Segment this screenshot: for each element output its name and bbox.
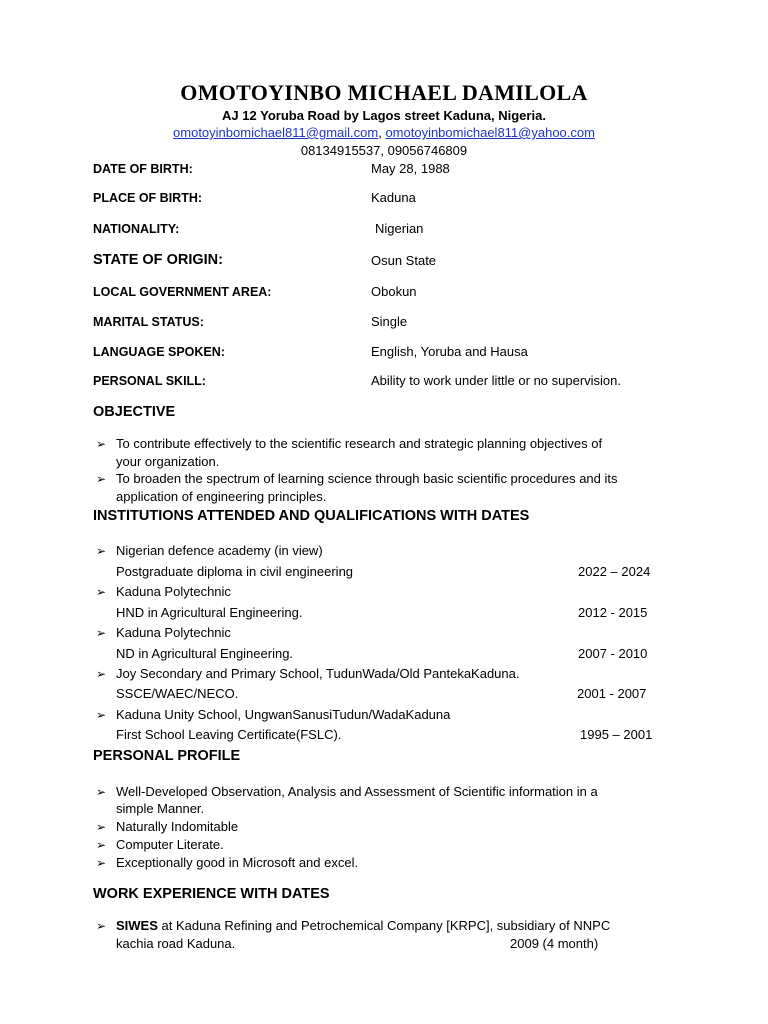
nationality-value: Nigerian: [375, 221, 424, 236]
dob-label: DATE OF BIRTH:: [93, 162, 193, 176]
candidate-name: OMOTOYINBO MICHAEL DAMILOLA: [180, 80, 588, 105]
email-separator: ,: [378, 125, 386, 140]
phone-numbers: 08134915537, 09056746809: [300, 143, 468, 158]
bullet-arrow-icon: ➢: [96, 472, 107, 486]
email-link-yahoo[interactable]: omotoyinbomichael811@yahoo.com: [385, 125, 595, 140]
work-item-1: [116, 918, 610, 934]
institution-dates: 2012 - 2015: [578, 605, 648, 620]
objective-item-2-cont: application of engineering principles.: [116, 489, 327, 504]
bullet-arrow-icon: ➢: [96, 856, 107, 870]
lga-label: LOCAL GOVERNMENT AREA:: [93, 285, 272, 299]
personal-skill-value: Ability to work under little or no supervision.: [371, 373, 622, 388]
work-experience-heading: WORK EXPERIENCE WITH DATES: [93, 886, 330, 902]
bullet-arrow-icon: ➢: [96, 785, 107, 799]
bullet-arrow-icon: ➢: [96, 708, 107, 722]
state-of-origin-value: Osun State: [371, 253, 437, 268]
bullet-arrow-icon: ➢: [96, 838, 107, 852]
institution-dates: 2022 – 2024: [578, 564, 651, 579]
pob-value: Kaduna: [371, 190, 416, 205]
bullet-arrow-icon: ➢: [96, 919, 107, 933]
institution-qualification: Postgraduate diploma in civil engineering: [116, 564, 354, 579]
bullet-arrow-icon: ➢: [96, 820, 107, 834]
institution-qualification: ND in Agricultural Engineering.: [116, 646, 294, 661]
profile-item-2: Naturally Indomitable: [116, 819, 239, 834]
objective-item-1-cont: your organization.: [116, 454, 220, 469]
institutions-heading: INSTITUTIONS ATTENDED AND QUALIFICATIONS WITH DATES: [93, 508, 530, 524]
work-item-1-dates: 2009 (4 month): [510, 936, 599, 951]
institution-dates: 1995 – 2001: [580, 727, 653, 742]
institution-school: Kaduna Polytechnic: [116, 584, 231, 599]
lga-value: Obokun: [371, 284, 417, 299]
language-label: LANGUAGE SPOKEN:: [93, 345, 225, 359]
marital-status-label: MARITAL STATUS:: [93, 315, 204, 329]
address: AJ 12 Yoruba Road by Lagos street Kaduna, Nigeria.: [222, 108, 546, 123]
language-value: English, Yoruba and Hausa: [371, 344, 528, 359]
work-item-1-title: SIWES: [116, 918, 158, 933]
email-line: [0, 125, 768, 141]
personal-skill-label: PERSONAL SKILL:: [93, 374, 206, 388]
nationality-label: NATIONALITY:: [93, 222, 180, 236]
institution-school: Joy Secondary and Primary School, TudunWada/Old PantekaKaduna.: [116, 666, 520, 681]
bullet-arrow-icon: ➢: [96, 667, 107, 681]
profile-item-1: Well-Developed Observation, Analysis and Assessment of Scientific information in a: [116, 784, 598, 799]
email-link-gmail[interactable]: omotoyinbomichael811@gmail.com: [173, 125, 379, 140]
institution-dates: 2001 - 2007: [577, 686, 647, 701]
institution-school: Nigerian defence academy (in view): [116, 543, 323, 558]
institution-qualification: SSCE/WAEC/NECO.: [116, 686, 239, 701]
profile-item-4: Exceptionally good in Microsoft and excel.: [116, 855, 359, 870]
institution-dates: 2007 - 2010: [578, 646, 648, 661]
institution-school: Kaduna Unity School, UngwanSanusiTudun/WadaKaduna: [116, 707, 451, 722]
bullet-arrow-icon: ➢: [96, 544, 107, 558]
work-item-1-desc: at Kaduna Refining and Petrochemical Company [KRPC], subsidiary of NNPC: [157, 918, 611, 933]
bullet-arrow-icon: ➢: [96, 585, 107, 599]
marital-status-value: Single: [371, 314, 408, 329]
pob-label: PLACE OF BIRTH:: [93, 191, 203, 205]
state-of-origin-label: STATE OF ORIGIN:: [93, 252, 223, 268]
objective-heading: OBJECTIVE: [93, 404, 176, 420]
institution-qualification: First School Leaving Certificate(FSLC).: [116, 727, 342, 742]
work-item-1-cont: kachia road Kaduna.: [116, 936, 236, 951]
objective-item-2: To broaden the spectrum of learning science through basic scientific procedures and its: [116, 471, 618, 486]
objective-item-1: To contribute effectively to the scientific research and strategic planning objectives of: [116, 436, 603, 451]
institution-school: Kaduna Polytechnic: [116, 625, 231, 640]
personal-profile-heading: PERSONAL PROFILE: [93, 748, 241, 764]
profile-item-1-cont: simple Manner.: [116, 801, 205, 816]
dob-value: May 28, 1988: [371, 161, 450, 176]
bullet-arrow-icon: ➢: [96, 626, 107, 640]
institution-qualification: HND in Agricultural Engineering.: [116, 605, 303, 620]
profile-item-3: Computer Literate.: [116, 837, 224, 852]
bullet-arrow-icon: ➢: [96, 437, 107, 451]
